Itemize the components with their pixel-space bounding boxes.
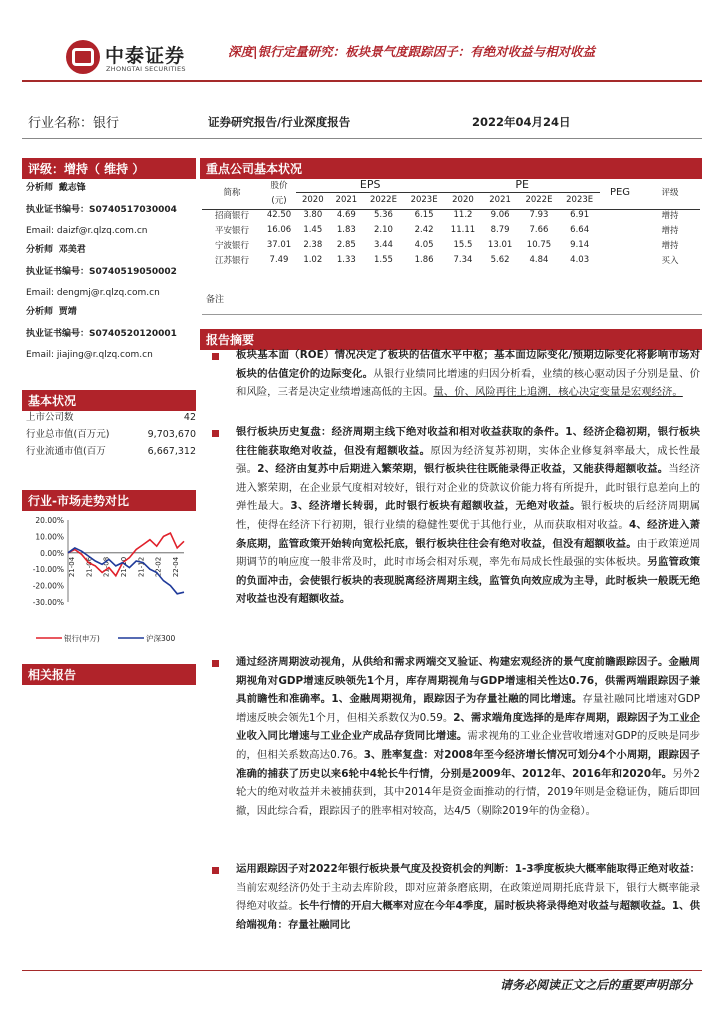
- x-tick-label: 21-04: [68, 556, 76, 578]
- basic-title: 基本状况: [28, 394, 77, 408]
- company-name: 招商银行: [214, 211, 249, 221]
- y-tick-label: -10.00%: [32, 565, 64, 575]
- para-text: 由于政策逆周期调节的响应度一般非常及时，此时市场会相对乐观，率先布局成长性最强的实体板块。: [236, 537, 701, 569]
- para-bold: 银行板块历史复盘：经济周期主线下绝对收益和相对收益获取的条件。1、经济企稳初期，银行板块往往能获取绝对收益，但没有超额收益。: [236, 426, 700, 457]
- trend-chart: [22, 512, 198, 652]
- para-underline: 量、价、风险再往上追溯，核心决定变量是宏观经济。: [433, 386, 683, 399]
- report-type: 证券研究报告/行业深度报告: [208, 115, 351, 129]
- col-price-unit: (元): [271, 196, 287, 206]
- summary-para-1: [236, 346, 700, 402]
- industry-name: 行业名称：银行: [28, 116, 120, 131]
- table-cell: 3.80: [303, 210, 323, 220]
- para-text: 原因为经济复苏初期，实体企业修复斜率最大，成长性最强。: [236, 444, 700, 476]
- x-tick-label: 21-08: [102, 556, 111, 578]
- table-cell: 4.84: [529, 255, 549, 265]
- y-tick-label: -20.00%: [32, 581, 64, 591]
- trend-bar: [22, 490, 196, 511]
- table-note: 备注: [206, 295, 225, 305]
- x-tick-label: 22-04: [172, 556, 180, 578]
- cert-label: 执业证书编号：: [26, 204, 90, 215]
- table-cell: 2.85: [336, 240, 356, 250]
- para-bold: 3、胜率复盘：对2008年至今经济增长情况可划分4个小周期，跟踪因子准确的捕获了历史以来6轮中4轮长牛行情，分别是2009年、2012年、2016年和2020年。: [236, 748, 700, 780]
- legend-bank-label: 银行(申万): [64, 634, 100, 643]
- para-bold: 通过经济周期波动视角，从供给和需求两端交叉验证、构建宏观经济的景气度前瞻跟踪因子。金融周期视角对GDP增速反映领先1个月，库存周期视角与GDP增速相关性达0.76，供需两端跟踪因子兼具前瞻性和准确率。1、金融周期视角，跟踪因子为存量社融的同比增速。: [236, 656, 700, 706]
- footer-disclaimer: 请务必阅读正文之后的重要声明部分: [499, 978, 692, 992]
- year-header: 2023E: [410, 195, 438, 206]
- logo-mark-icon: [72, 48, 94, 66]
- cert-number: S0740520120001: [89, 328, 177, 339]
- table-cell: 1.45: [303, 225, 323, 235]
- analyst-role: 分析师: [26, 307, 54, 317]
- table-cell: 9.06: [490, 210, 510, 220]
- col-rating: 评级: [661, 188, 679, 199]
- x-tick-label: 21-12: [137, 556, 146, 578]
- table-cell: 增持: [661, 241, 679, 251]
- col-eps: EPS: [296, 177, 444, 193]
- subheader-divider: [22, 138, 702, 139]
- analyst-role: 分析师: [26, 245, 54, 255]
- para-bold: 2、经济由复苏中后期进入繁荣期，银行板块往往既能录得正收益，又能获得超额收益。: [257, 463, 669, 476]
- analyst-1: [26, 183, 198, 239]
- table-cell: 11.2: [453, 210, 473, 220]
- para-text: 当经济进入繁荣期，在企业景气度相对较好，银行对企业的贷款议价能力将有所提升，此时银行息差向上的弹性最大。: [236, 463, 701, 513]
- basic-row: [26, 412, 196, 429]
- bullet-icon: [212, 353, 219, 360]
- analyst-email[interactable]: Email: jiajing@r.qlzq.com.cn: [26, 350, 153, 361]
- para-text: 银行板块的后经济周期属性，使得在经济下行初期，银行业绩的稳健性要优于其他行业，从而获取相对收益。: [236, 500, 701, 531]
- analyst-name: 邓美君: [58, 245, 86, 255]
- col-name: 简称: [223, 188, 241, 199]
- year-header: 2020: [301, 195, 324, 206]
- legend-hs300-label: 沪深300: [146, 634, 176, 643]
- table-cell: 6.15: [414, 210, 434, 220]
- table-cell: 7.66: [529, 225, 549, 235]
- y-tick-label: 20.00%: [35, 516, 64, 525]
- para-bold: 2、需求端角度选择的是库存周期，跟踪因子为工业企业收入同比增速与工业企业产成品存货同比增速。: [236, 711, 700, 743]
- table-cell: 11.11: [450, 225, 476, 235]
- y-tick-label: 10.00%: [35, 532, 64, 542]
- bullet-icon: [212, 660, 219, 667]
- table-cell: 买入: [661, 256, 679, 266]
- related-title: 相关报告: [28, 668, 77, 682]
- para-text: 当前宏观经济仍处于主动去库阶段，即对应萧条磨底期，在政策逆周期托底背景下，银行大概率能录得绝对收益。: [236, 881, 700, 913]
- table-cell: 37.01: [266, 240, 292, 250]
- para-bold: 板块基本面（ROE）情况决定了板块的估值水平中枢；基本面边际变化/预期边际变化将影响市场对板块的估值定价的边际变化。: [236, 349, 700, 380]
- trend-title: 行业-市场走势对比: [28, 494, 129, 508]
- basic-row-value: 6,667,312: [147, 446, 196, 457]
- table-cell: 2.10: [374, 225, 393, 235]
- table-cell: 15.5: [453, 240, 473, 250]
- table-row: [202, 223, 700, 238]
- para-bold: 4、经济进入萧条底期，监管政策开始转向宽松托底，银行板块往往会有绝对收益，但没有超额收益。: [236, 518, 700, 550]
- x-tick-label: 22-02: [154, 556, 163, 578]
- rating-bar: [22, 158, 196, 179]
- table-cell: 7.34: [453, 255, 473, 265]
- col-peg: PEG: [609, 186, 631, 198]
- para-bold: 另监管政策的负面冲击，会使银行板块的表现脱离经济周期主线，监管负向效应成为主导，此时板块一般既无绝对收益也没有超额收益。: [236, 556, 701, 606]
- table-cell: 5.36: [374, 210, 393, 220]
- report-title: 深度|银行定量研究：板块景气度跟踪因子：有绝对收益与相对收益: [228, 44, 596, 59]
- x-tick-label: 21-10: [120, 556, 128, 578]
- basic-row-label: 行业流通市值(百万: [26, 446, 106, 457]
- analyst-name: 戴志锋: [58, 183, 86, 193]
- report-date: 2022年04月24日: [472, 115, 571, 129]
- analyst-name: 贾靖: [58, 307, 77, 317]
- cert-label: 执业证书编号：: [26, 328, 90, 339]
- para-bold: 3、经济增长转弱，此时银行板块有超额收益，无绝对收益。: [290, 500, 581, 513]
- basic-row-label: 上市公司数: [26, 412, 74, 423]
- table-cell: [600, 238, 640, 253]
- table-cell: 增持: [661, 211, 679, 221]
- analyst-block: [26, 183, 198, 363]
- table-cell: 5.62: [490, 255, 510, 265]
- summary-title: 报告摘要: [206, 333, 255, 347]
- para-text: 存量社融同比增速对GDP增速反映会领先1个月，但相关系数仅为0.59。: [236, 693, 700, 724]
- table-row: [202, 238, 700, 253]
- basic-row: [26, 429, 196, 446]
- year-header: 2021: [489, 195, 511, 206]
- key-companies-table: [202, 177, 700, 268]
- basic-bar: [22, 390, 196, 411]
- table-cell: 6.64: [570, 225, 590, 235]
- table-cell: 2.42: [414, 225, 434, 235]
- table-cell: 42.50: [266, 210, 292, 220]
- col-price: 股价: [270, 180, 288, 191]
- table-cell: 3.44: [374, 240, 393, 250]
- table-cell: 13.01: [487, 240, 513, 250]
- x-tick-label: 21-06: [85, 556, 94, 578]
- header-divider: [22, 80, 702, 82]
- company-name: 平安银行: [214, 226, 249, 236]
- y-tick-label: 0.00%: [40, 548, 64, 558]
- table-cell: 7.49: [269, 255, 289, 265]
- company-name: 江苏银行: [214, 256, 249, 266]
- footer-divider: [22, 970, 702, 971]
- para-bold: 长牛行情的开启大概率对应在今年4季度，届时板块将录得绝对收益与超额收益。1、供给端视角：存量社融同比: [236, 900, 700, 931]
- table-cell: 16.06: [266, 225, 292, 235]
- table-cell: 2.38: [303, 240, 323, 250]
- company-name: 宁波银行: [214, 241, 249, 251]
- para-text: 另外2轮大的绝对收益并未被捕获到，其中2014年是资金面推动的行情，2019年则是金稳证伪，随后即回撤，因此综合看，跟踪因子的胜率相对较高，达4/5（剔除2019年的伪金稳）。: [236, 767, 700, 817]
- table-cell: 10.75: [526, 240, 552, 250]
- basic-row-label: 行业总市值(百万元): [26, 429, 110, 440]
- table-cell: 1.33: [336, 255, 356, 265]
- table-cell: 4.03: [570, 255, 590, 265]
- key-companies-bar: [200, 158, 702, 179]
- rating-label: 评级：增持（ 维持 ）: [28, 162, 145, 176]
- company-table: [202, 177, 700, 268]
- table-cell: 1.83: [336, 225, 356, 235]
- table-cell: [600, 223, 640, 238]
- basic-row-value: 9,703,670: [147, 429, 196, 440]
- key-companies-title: 重点公司基本状况: [206, 162, 303, 176]
- basic-row-value: 42: [183, 412, 196, 423]
- table-cell: 8.79: [490, 225, 510, 235]
- col-pe: PE: [444, 177, 600, 193]
- related-bar: [22, 664, 196, 685]
- basic-table: [26, 412, 196, 463]
- table-cell: 6.91: [570, 210, 590, 220]
- para-text: 需求视角的工业企业营收增速对GDP的反映是同步的，但相关系数高达0.76。: [236, 730, 700, 761]
- logo-en: ZHONGTAI SECURITIES: [106, 65, 186, 73]
- table-cell: 1.86: [414, 255, 434, 265]
- year-header: 2020: [452, 195, 474, 206]
- cert-label: 执业证书编号：: [26, 266, 90, 277]
- year-header: 2023E: [566, 195, 594, 206]
- note-rule: [202, 314, 702, 315]
- table-cell: 7.93: [529, 210, 549, 220]
- table-cell: 4.69: [336, 210, 356, 220]
- year-header: 2021: [335, 195, 358, 206]
- analyst-email[interactable]: Email: daizf@r.qlzq.com.cn: [26, 226, 148, 237]
- basic-row: [26, 446, 196, 463]
- table-cell: 4.05: [414, 240, 434, 250]
- cert-number: S0740519050002: [89, 266, 177, 277]
- analyst-2: [26, 245, 198, 301]
- table-cell: 1.55: [374, 255, 393, 265]
- summary-para-2: [236, 423, 700, 609]
- cert-number: S0740517030004: [89, 204, 177, 215]
- analyst-3: [26, 307, 198, 363]
- year-header: 2022E: [369, 195, 397, 206]
- table-cell: 1.02: [303, 255, 323, 265]
- summary-para-3: [236, 653, 700, 820]
- table-row: [202, 253, 700, 268]
- analyst-role: 分析师: [26, 183, 54, 193]
- table-cell: [600, 253, 640, 268]
- table-cell: 9.14: [570, 240, 590, 250]
- bullet-icon: [212, 867, 219, 874]
- para-bold: 运用跟踪因子对2022年银行板块景气度及投资机会的判断：1-3季度板块大概率能取得正绝对收益：: [236, 863, 700, 875]
- para-text: 从银行业绩同比增速的归因分析看，业绩的核心驱动因子分别是量、价和风险，三者是决定业绩增速高低的主因。: [236, 367, 700, 399]
- year-header: 2022E: [525, 195, 553, 206]
- table-rule: [202, 209, 700, 210]
- summary-para-4: [236, 860, 700, 972]
- y-tick-label: -30.00%: [32, 598, 64, 607]
- table-cell: 增持: [661, 226, 679, 236]
- bullet-icon: [212, 430, 219, 437]
- analyst-email[interactable]: Email: dengmj@r.qlzq.com.cn: [26, 288, 160, 299]
- logo-cn: 中泰证券: [105, 45, 186, 67]
